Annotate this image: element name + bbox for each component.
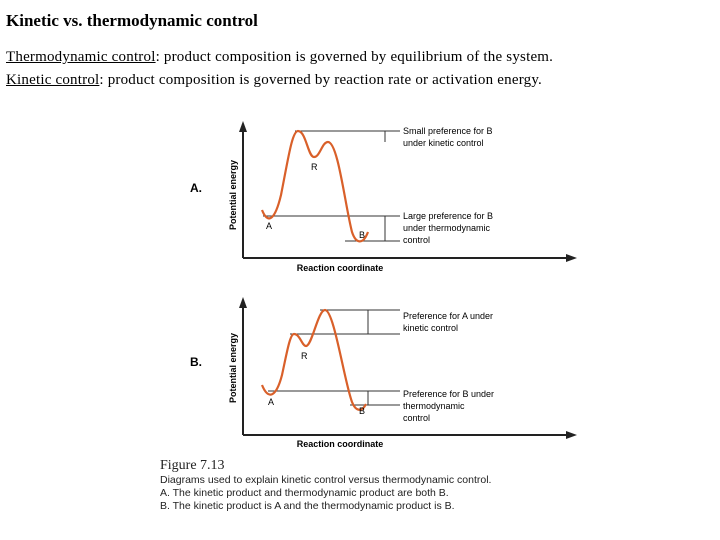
panel-label-a: A.	[190, 181, 202, 195]
slide-title: Kinetic vs. thermodynamic control	[6, 11, 258, 30]
x-axis-arrow-b	[566, 431, 577, 439]
point-a-b: A	[268, 397, 275, 407]
y-axis-arrow-a	[239, 121, 247, 132]
note-bottom-a: Large preference for B under thermodynamic control	[403, 211, 494, 245]
figure-caption	[160, 458, 491, 513]
note-bottom-b: Preference for B under thermodynamic control	[403, 389, 495, 423]
diagram-a	[190, 121, 577, 273]
point-r-a: R	[311, 162, 318, 172]
x-axis-label-a: Reaction coordinate	[296, 263, 384, 273]
thermodynamic-term: Thermodynamic control	[6, 49, 156, 65]
x-axis-label-b: Reaction coordinate	[296, 439, 384, 449]
figure-label: Figure 7.13	[160, 458, 225, 473]
energy-curve-b	[262, 310, 366, 410]
kinetic-text: : product composition is governed by reaction rate or activation energy.	[99, 72, 542, 88]
note-top-b: Preference for A under kinetic control	[403, 311, 494, 333]
thermodynamic-text: : product composition is governed by equilibrium of the system.	[155, 49, 554, 65]
kinetic-term: Kinetic control	[6, 72, 100, 88]
x-axis-arrow-a	[566, 254, 577, 262]
point-b-a: B	[359, 230, 366, 240]
caption-line: Diagrams used to explain kinetic control versus thermodynamic control.	[160, 474, 492, 486]
panel-label-b: B.	[190, 355, 202, 369]
y-axis-label-a: Potential energy	[228, 159, 238, 231]
energy-curve-a	[262, 131, 368, 241]
point-b-b: B	[359, 406, 366, 416]
caption-line: B. The kinetic product is A and the thermodynamic product is B.	[160, 500, 455, 512]
point-a-a: A	[266, 221, 273, 231]
diagram-b	[190, 297, 577, 449]
point-r-b: R	[301, 351, 308, 361]
y-axis-label-b: Potential energy	[228, 332, 238, 404]
note-top-a: Small preference for B under kinetic control	[403, 126, 493, 148]
caption-line: A. The kinetic product and thermodynamic product are both B.	[160, 487, 449, 499]
y-axis-arrow-b	[239, 297, 247, 308]
